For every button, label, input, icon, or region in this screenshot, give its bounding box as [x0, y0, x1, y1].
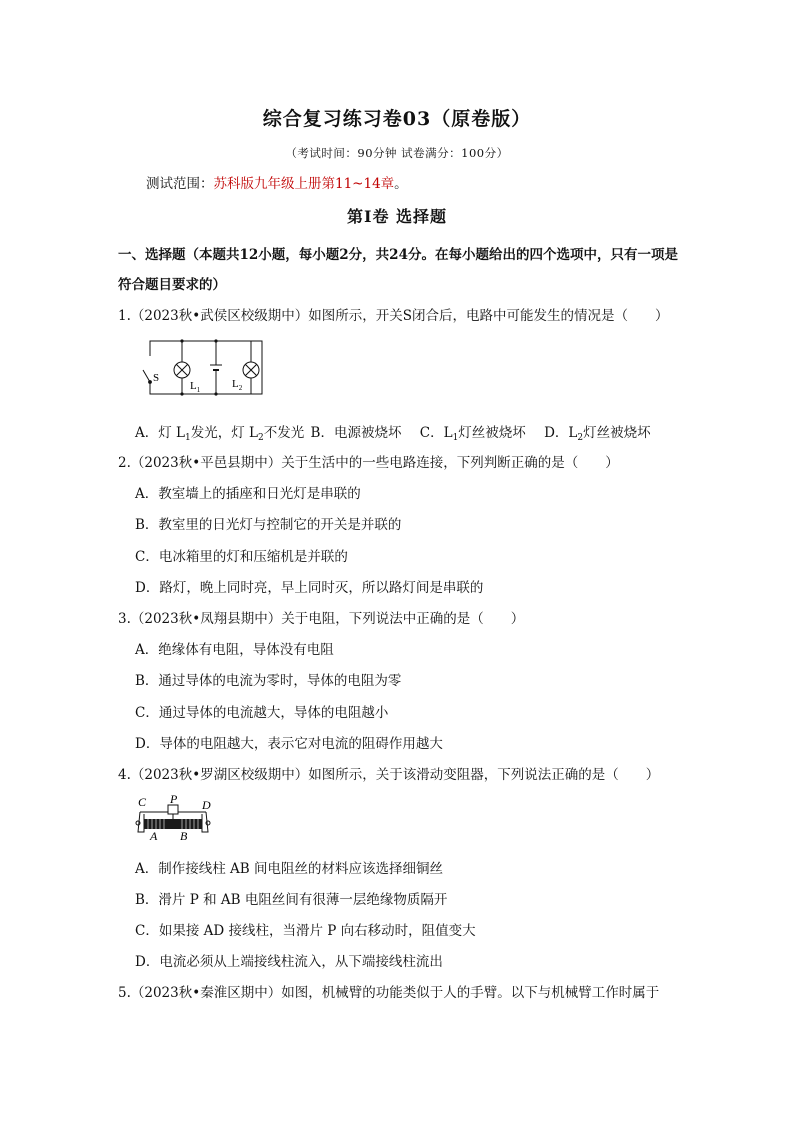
q2-option-d: D．路灯，晚上同时亮，早上同时灭，所以路灯间是串联的	[135, 580, 484, 596]
section-title: 一、选择题（本题共12小题，每小题2分，共24分。在每小题给出的四个选项中，只有一项是符合题目要求的）	[118, 247, 678, 293]
q2-option-b: B．教室里的日光灯与控制它的开关是并联的	[135, 517, 402, 533]
q2-option-c: C．电冰箱里的灯和压缩机是并联的	[135, 549, 348, 565]
option-d: D．$L_2$灯丝被烧坏	[544, 425, 651, 443]
question-3-stem: 3.（2023秋•凤翔县期中）关于电阻，下列说法中正确的是（ ）	[118, 611, 525, 627]
scope-end: 。	[394, 176, 408, 192]
option-c: C．$L_1$灯丝被烧坏	[419, 425, 526, 443]
terminal-d-label: D	[202, 798, 211, 812]
q3-option-d: D．导体的电阻越大，表示它对电流的阻碍作用越大	[135, 736, 443, 752]
part-title: 第Ⅰ卷 选择题	[346, 207, 448, 226]
option-a: A．灯 $L_1$发光，灯 $L_2$不发光	[135, 425, 305, 443]
question-5-stem: 5.（2023秋•秦淮区期中）如图，机械臂的功能类似于人的手臂。以下与机械臂工作时属于	[118, 985, 660, 1001]
q2-option-a: A．教室墙上的插座和日光灯是串联的	[135, 486, 361, 502]
option-b: B．电源被烧坏	[310, 425, 402, 441]
circuit-diagram	[136, 336, 276, 398]
lamp1-label: $L_1$	[190, 380, 201, 394]
question-1-options	[135, 421, 651, 443]
page-title: 综合复习练习卷03（原卷版）	[262, 108, 532, 130]
question-1-stem: 1.（2023秋•武侯区校级期中）如图所示，开关S闭合后，电路中可能发生的情况是（ ）	[118, 308, 669, 324]
rheostat-diagram	[134, 792, 216, 842]
q3-option-b: B．通过导体的电流为零时，导体的电阻为零	[135, 673, 402, 689]
q3-option-a: A．绝缘体有电阻，导体没有电阻	[135, 642, 334, 658]
test-scope	[146, 172, 408, 192]
q4-option-d: D．电流必须从上端接线柱流入，从下端接线柱流出	[135, 954, 443, 970]
q4-option-b: B．滑片 P 和 AB 电阻丝间有很薄一层绝缘物质隔开	[135, 892, 448, 908]
switch-label: S	[153, 372, 160, 384]
q3-option-c: C．通过导体的电流越大，导体的电阻越小	[135, 705, 389, 721]
exam-info: （考试时间：90分钟 试卷满分：100分）	[285, 146, 509, 160]
lamp2-label: $L_2$	[232, 378, 243, 392]
scope-label: 测试范围：	[146, 176, 214, 192]
question-2-stem: 2.（2023秋•平邑县期中）关于生活中的一些电路连接，下列判断正确的是（ ）	[118, 455, 619, 471]
question-4-stem: 4.（2023秋•罗湖区校级期中）如图所示，关于该滑动变阻器，下列说法正确的是（ ）	[118, 767, 660, 783]
terminal-b-label: B	[180, 829, 188, 842]
q4-option-c: C．如果接 AD 接线柱，当滑片 P 向右移动时，阻值变大	[135, 923, 476, 939]
slider-p-label: P	[170, 792, 178, 806]
q4-option-a: A．制作接线柱 AB 间电阻丝的材料应该选择细铜丝	[135, 861, 444, 877]
terminal-a-label: A	[150, 829, 158, 842]
terminal-c-label: C	[138, 795, 147, 809]
scope-value: 苏科版九年级上册第11~14章	[213, 176, 395, 192]
